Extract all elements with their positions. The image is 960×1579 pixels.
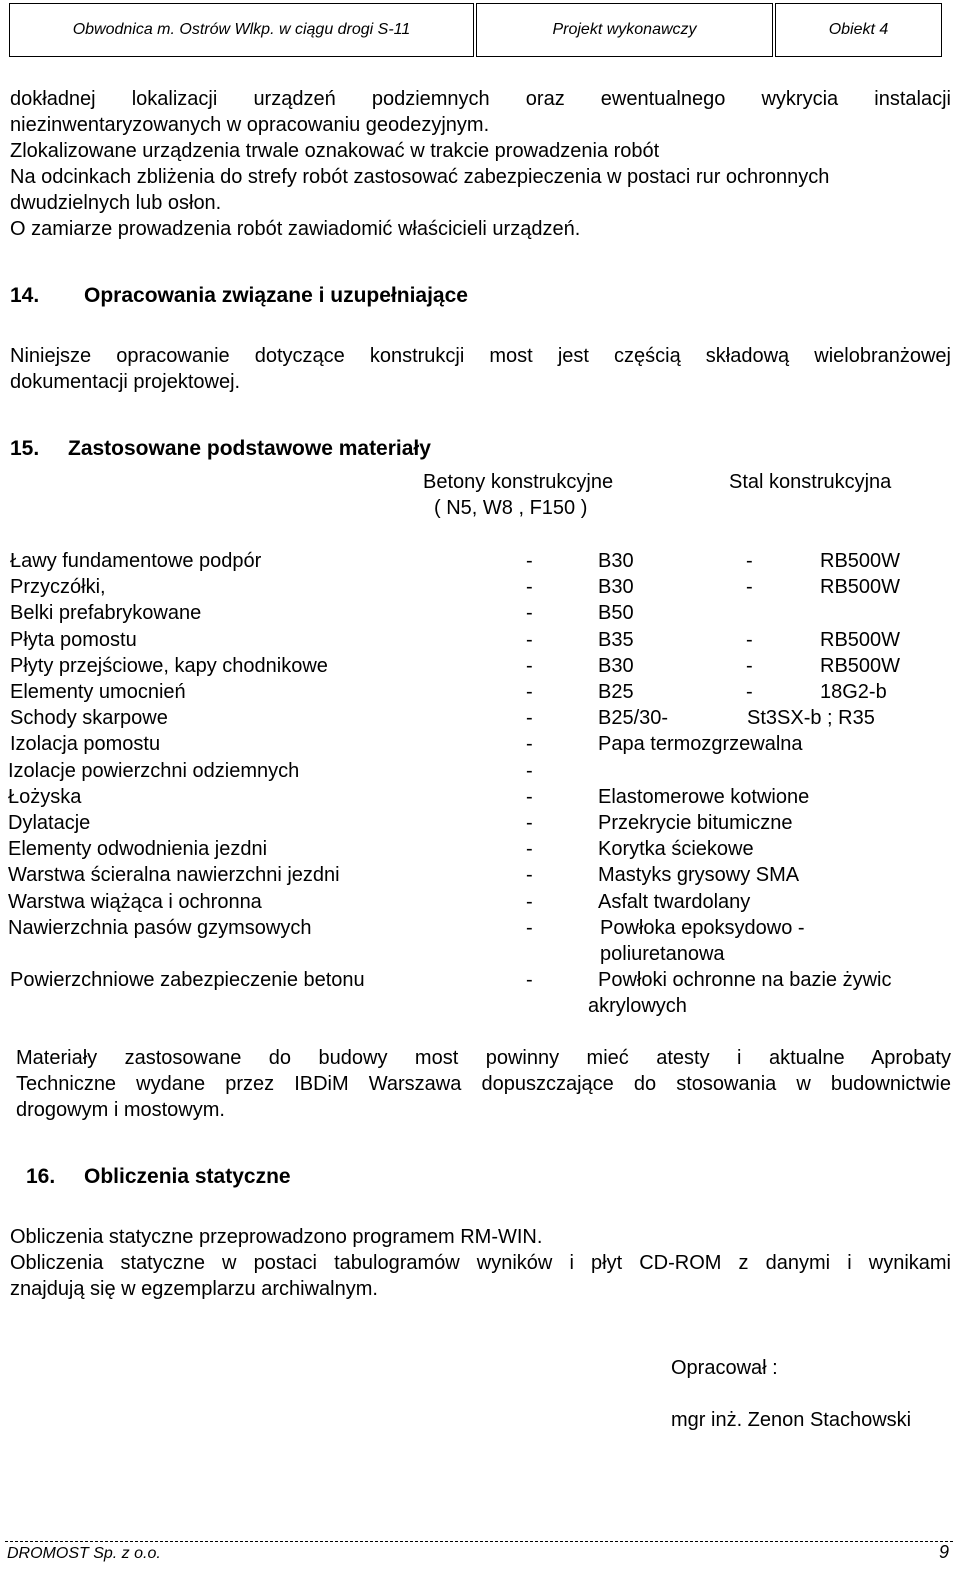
material-element: Ławy fundamentowe podpór xyxy=(10,550,262,572)
section-16-title: Obliczenia statyczne xyxy=(84,1165,291,1188)
concrete-class: Elastomerowe kotwione xyxy=(598,786,810,808)
concrete-class: Mastyks grysowy SMA xyxy=(598,864,800,886)
material-element: Łożyska xyxy=(8,786,82,808)
separator-dash: - xyxy=(526,812,533,834)
intro-line-6: O zamiarze prowadzenia robót zawiadomić właścicieli urządzeń. xyxy=(10,218,581,240)
material-element: Przyczółki, xyxy=(10,576,106,598)
steel-class: St3SX-b ; R35 xyxy=(747,707,875,729)
section-16-line-3: znajdują się w egzemplarzu archiwalnym. xyxy=(10,1278,378,1300)
word: wykrycia xyxy=(761,88,839,110)
col-header-concrete: Betony konstrukcyjne xyxy=(423,471,614,493)
word: podziemnych xyxy=(371,88,490,110)
concrete-class: Powłoki ochronne na bazie żywic xyxy=(598,969,892,991)
footer-page-number: 9 xyxy=(939,1542,950,1562)
concrete-class: poliuretanowa xyxy=(600,943,725,965)
steel-class: RB500W xyxy=(820,629,901,651)
header-project-title: Obwodnica m. Ostrów Wlkp. w ciągu drogi S-11 xyxy=(9,3,474,57)
section-16-line-2: Obliczenia statyczne w postaci tabulogramów wyników i płyt CD-ROM z danymi i wynikami xyxy=(10,1252,951,1274)
table-row xyxy=(0,758,960,784)
separator-dash: - xyxy=(526,655,533,677)
material-element: Płyta pomostu xyxy=(10,629,137,651)
separator-dash: - xyxy=(746,550,753,572)
steel-class: RB500W xyxy=(820,576,901,598)
steel-class: RB500W xyxy=(820,550,901,572)
concrete-class: Przekrycie bitumiczne xyxy=(598,812,793,834)
concrete-class: Powłoka epoksydowo - xyxy=(600,917,805,939)
word: urządzeń xyxy=(253,88,336,110)
separator-dash: - xyxy=(526,969,533,991)
table-row xyxy=(0,941,960,967)
table-row xyxy=(0,574,960,600)
table-row xyxy=(0,862,960,888)
concrete-class: B30 xyxy=(598,576,634,598)
separator-dash: - xyxy=(746,576,753,598)
concrete-class: B30 xyxy=(598,655,634,677)
section-14-number: 14. xyxy=(10,284,40,307)
intro-line-4: Na odcinkach zbliżenia do strefy robót zastosować zabezpieczenia w postaci rur ochronnych xyxy=(10,166,830,188)
section-14-title: Opracowania związane i uzupełniające xyxy=(84,284,468,307)
word: lokalizacji xyxy=(131,88,218,110)
header-project-stage: Projekt wykonawczy xyxy=(476,3,773,57)
footer-divider xyxy=(5,1541,953,1542)
section-15-number: 15. xyxy=(10,437,40,460)
table-row xyxy=(0,731,960,757)
concrete-class: B50 xyxy=(598,602,634,624)
separator-dash: - xyxy=(746,655,753,677)
signature-name: mgr inż. Zenon Stachowski xyxy=(671,1409,912,1431)
table-row xyxy=(0,653,960,679)
word: instalacji xyxy=(874,88,951,110)
concrete-class: B35 xyxy=(598,629,634,651)
table-row xyxy=(0,705,960,731)
table-row xyxy=(0,967,960,993)
intro-line-3: Zlokalizowane urządzenia trwale oznakować w trakcie prowadzenia robót xyxy=(10,140,660,162)
table-row xyxy=(0,810,960,836)
material-element: Belki prefabrykowane xyxy=(10,602,202,624)
separator-dash: - xyxy=(526,681,533,703)
intro-line-5: dwudzielnych lub osłon. xyxy=(10,192,222,214)
header-object: Obiekt 4 xyxy=(775,3,942,57)
col-header-concrete-sub: ( N5, W8 , F150 ) xyxy=(434,497,588,519)
separator-dash: - xyxy=(526,707,533,729)
steel-class: 18G2-b xyxy=(820,681,887,703)
intro-line-1 xyxy=(10,86,951,112)
word: oraz xyxy=(525,88,565,110)
separator-dash: - xyxy=(746,681,753,703)
table-row xyxy=(0,993,960,1019)
steel-class: RB500W xyxy=(820,655,901,677)
separator-dash: - xyxy=(526,733,533,755)
material-element: Nawierzchnia pasów gzymsowych xyxy=(8,917,312,939)
separator-dash: - xyxy=(526,550,533,572)
word: ewentualnego xyxy=(600,88,726,110)
section-15-title: Zastosowane podstawowe materiały xyxy=(68,437,431,460)
separator-dash: - xyxy=(746,629,753,651)
section-16-line-1: Obliczenia statyczne przeprowadzono programem RM-WIN. xyxy=(10,1226,543,1248)
signature-label: Opracował : xyxy=(671,1357,778,1379)
separator-dash: - xyxy=(526,602,533,624)
section-15-note-3: drogowym i mostowym. xyxy=(16,1099,225,1121)
intro-line-2: niezinwentaryzowanych w opracowaniu geodezyjnym. xyxy=(10,114,490,136)
material-element: Warstwa ścieralna nawierzchni jezdni xyxy=(8,864,340,886)
material-element: Izolacje powierzchni odziemnych xyxy=(8,760,300,782)
separator-dash: - xyxy=(526,760,533,782)
table-row xyxy=(0,548,960,574)
material-element: Elementy odwodnienia jezdni xyxy=(8,838,268,860)
table-row xyxy=(0,915,960,941)
table-row xyxy=(0,627,960,653)
table-row xyxy=(0,600,960,626)
material-element: Płyty przejściowe, kapy chodnikowe xyxy=(10,655,328,677)
separator-dash: - xyxy=(526,838,533,860)
page-header xyxy=(9,3,944,59)
separator-dash: - xyxy=(526,891,533,913)
section-14-line-1: Niniejsze opracowanie dotyczące konstrukcji most jest częścią składową wielobranżowej xyxy=(10,345,951,367)
concrete-class: B25/30- xyxy=(598,707,669,729)
material-element: Dylatacje xyxy=(8,812,91,834)
concrete-class: B30 xyxy=(598,550,634,572)
col-header-steel: Stal konstrukcyjna xyxy=(729,471,892,493)
separator-dash: - xyxy=(526,864,533,886)
concrete-class: Asfalt twardolany xyxy=(598,891,751,913)
material-element: Warstwa wiążąca i ochronna xyxy=(8,891,262,913)
separator-dash: - xyxy=(526,917,533,939)
material-element: Elementy umocnień xyxy=(10,681,186,703)
table-row xyxy=(0,836,960,862)
concrete-class: B25 xyxy=(598,681,634,703)
table-row xyxy=(0,784,960,810)
concrete-class: akrylowych xyxy=(588,995,687,1017)
table-row xyxy=(0,889,960,915)
material-element: Schody skarpowe xyxy=(10,707,168,729)
separator-dash: - xyxy=(526,786,533,808)
section-15-note-1: Materiały zastosowane do budowy most powinny mieć atesty i aktualne Aprobaty xyxy=(16,1047,951,1069)
concrete-class: Papa termozgrzewalna xyxy=(598,733,803,755)
material-element: Powierzchniowe zabezpieczenie betonu xyxy=(10,969,365,991)
material-element: Izolacja pomostu xyxy=(10,733,161,755)
word: dokładnej xyxy=(10,88,96,110)
section-15-note-2: Techniczne wydane przez IBDiM Warszawa dopuszczające do stosowania w budownictwie xyxy=(16,1073,951,1095)
separator-dash: - xyxy=(526,629,533,651)
concrete-class: Korytka ściekowe xyxy=(598,838,754,860)
separator-dash: - xyxy=(526,576,533,598)
footer-company: DROMOST Sp. z o.o. xyxy=(7,1545,161,1562)
section-16-number: 16. xyxy=(26,1165,56,1188)
table-row xyxy=(0,679,960,705)
section-14-line-2: dokumentacji projektowej. xyxy=(10,371,241,393)
